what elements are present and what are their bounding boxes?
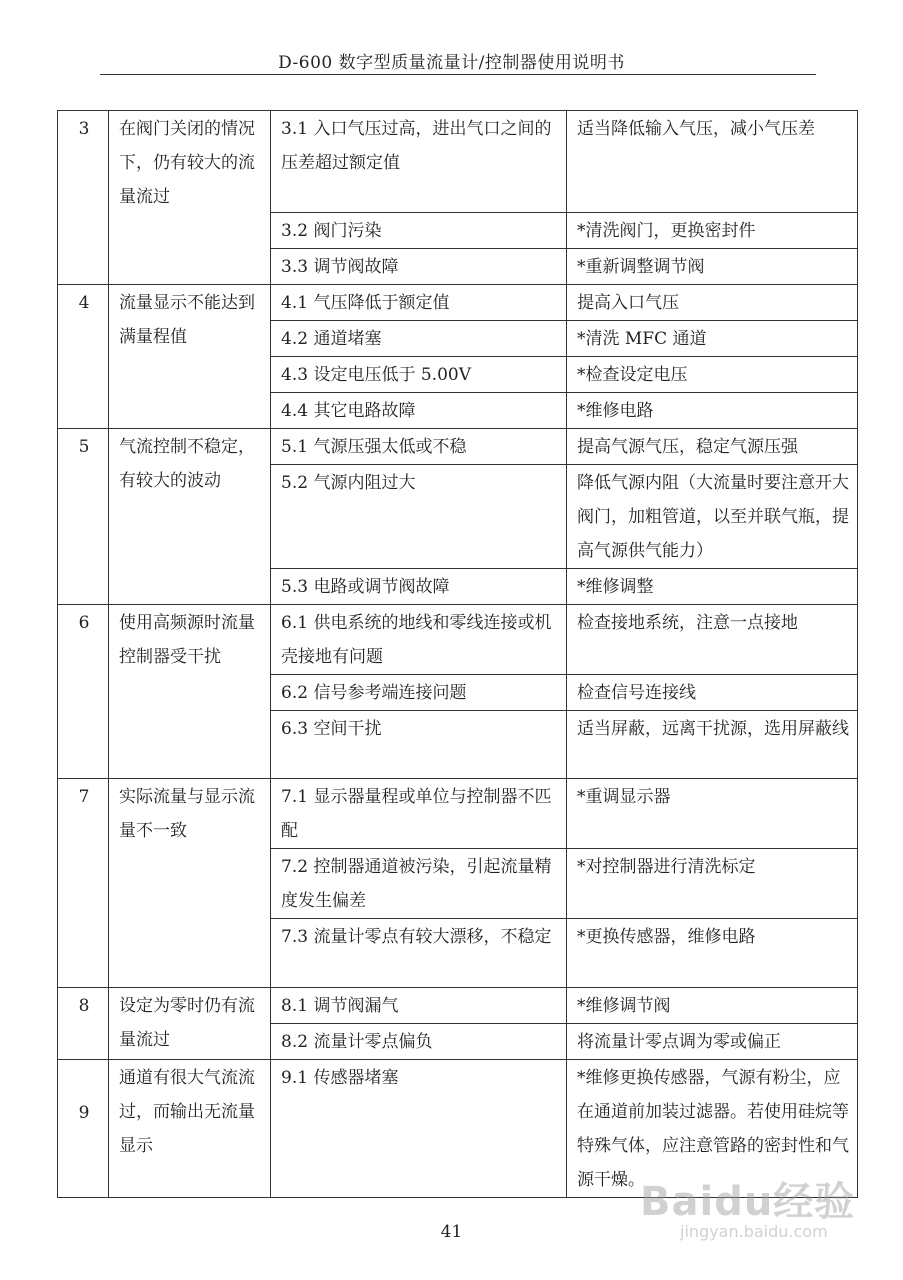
fault-cause: 6.2 信号参考端连接问题 (271, 675, 567, 711)
fault-number: 4 (58, 285, 109, 429)
fault-cause: 6.1 供电系统的地线和零线连接或机壳接地有问题 (271, 605, 567, 675)
fault-cause: 8.1 调节阀漏气 (271, 988, 567, 1024)
fault-remedy: *清洗阀门，更换密封件 (567, 213, 858, 249)
fault-number: 8 (58, 988, 109, 1060)
fault-cause: 3.1 入口气压过高，进出气口之间的压差超过额定值 (271, 111, 567, 213)
fault-cause: 5.2 气源内阻过大 (271, 465, 567, 569)
fault-remedy: *维修调整 (567, 569, 858, 605)
fault-remedy: 提高气源气压，稳定气源压强 (567, 429, 858, 465)
fault-cause: 4.1 气压降低于额定值 (271, 285, 567, 321)
watermark-url: jingyan.baidu.com (680, 1222, 828, 1241)
fault-cause: 7.3 流量计零点有较大漂移，不稳定 (271, 919, 567, 988)
table-row (58, 779, 858, 849)
fault-number: 6 (58, 605, 109, 779)
page-header-title: D-600 数字型质量流量计/控制器使用说明书 (278, 53, 625, 73)
troubleshooting-table (57, 110, 858, 1198)
header-rule (100, 74, 816, 75)
fault-cause: 5.3 电路或调节阀故障 (271, 569, 567, 605)
fault-symptom: 在阀门关闭的情况下，仍有较大的流量流过 (109, 111, 271, 285)
fault-remedy: *更换传感器，维修电路 (567, 919, 858, 988)
table-row (58, 111, 858, 213)
fault-symptom: 实际流量与显示流量不一致 (109, 779, 271, 988)
table-row (58, 429, 858, 465)
table-row (58, 988, 858, 1024)
fault-remedy: *对控制器进行清洗标定 (567, 849, 858, 919)
fault-cause: 8.2 流量计零点偏负 (271, 1024, 567, 1060)
fault-symptom: 通道有很大气流流过，而输出无流量显示 (109, 1060, 271, 1198)
fault-remedy: 检查信号连接线 (567, 675, 858, 711)
fault-cause: 3.2 阀门污染 (271, 213, 567, 249)
fault-cause: 7.2 控制器通道被污染，引起流量精度发生偏差 (271, 849, 567, 919)
fault-remedy: *维修更换传感器，气源有粉尘，应在通道前加装过滤器。若使用硅烷等特殊气体，应注意管路的密封性和气源干燥。 (567, 1060, 858, 1198)
fault-cause: 5.1 气源压强太低或不稳 (271, 429, 567, 465)
fault-remedy: *重新调整调节阀 (567, 249, 858, 285)
fault-remedy: 检查接地系统，注意一点接地 (567, 605, 858, 675)
table-row (58, 285, 858, 321)
fault-symptom: 气流控制不稳定，有较大的波动 (109, 429, 271, 605)
fault-remedy: 适当屏蔽，远离干扰源，选用屏蔽线 (567, 711, 858, 779)
fault-remedy: *维修调节阀 (567, 988, 858, 1024)
fault-symptom: 流量显示不能达到满量程值 (109, 285, 271, 429)
fault-remedy: *清洗 MFC 通道 (567, 321, 858, 357)
fault-remedy: 提高入口气压 (567, 285, 858, 321)
fault-cause: 3.3 调节阀故障 (271, 249, 567, 285)
baidu-logo-icon: Baidu经验 (640, 1179, 856, 1225)
fault-cause: 4.4 其它电路故障 (271, 393, 567, 429)
fault-symptom: 使用高频源时流量控制器受干扰 (109, 605, 271, 779)
fault-remedy: 降低气源内阻（大流量时要注意开大阀门，加粗管道，以至并联气瓶，提高气源供气能力） (567, 465, 858, 569)
page-number: 41 (440, 1222, 463, 1242)
table-row (58, 605, 858, 675)
fault-cause: 4.2 通道堵塞 (271, 321, 567, 357)
fault-number: 3 (58, 111, 109, 285)
fault-cause: 7.1 显示器量程或单位与控制器不匹配 (271, 779, 567, 849)
fault-number: 9 (58, 1060, 109, 1198)
fault-cause: 9.1 传感器堵塞 (271, 1060, 567, 1198)
fault-number: 7 (58, 779, 109, 988)
fault-number: 5 (58, 429, 109, 605)
fault-cause: 6.3 空间干扰 (271, 711, 567, 779)
fault-remedy: *维修电路 (567, 393, 858, 429)
fault-cause: 4.3 设定电压低于 5.00V (271, 357, 567, 393)
fault-remedy: 将流量计零点调为零或偏正 (567, 1024, 858, 1060)
fault-remedy: 适当降低输入气压，减小气压差 (567, 111, 858, 213)
fault-symptom: 设定为零时仍有流量流过 (109, 988, 271, 1060)
fault-remedy: *检查设定电压 (567, 357, 858, 393)
fault-remedy: *重调显示器 (567, 779, 858, 849)
